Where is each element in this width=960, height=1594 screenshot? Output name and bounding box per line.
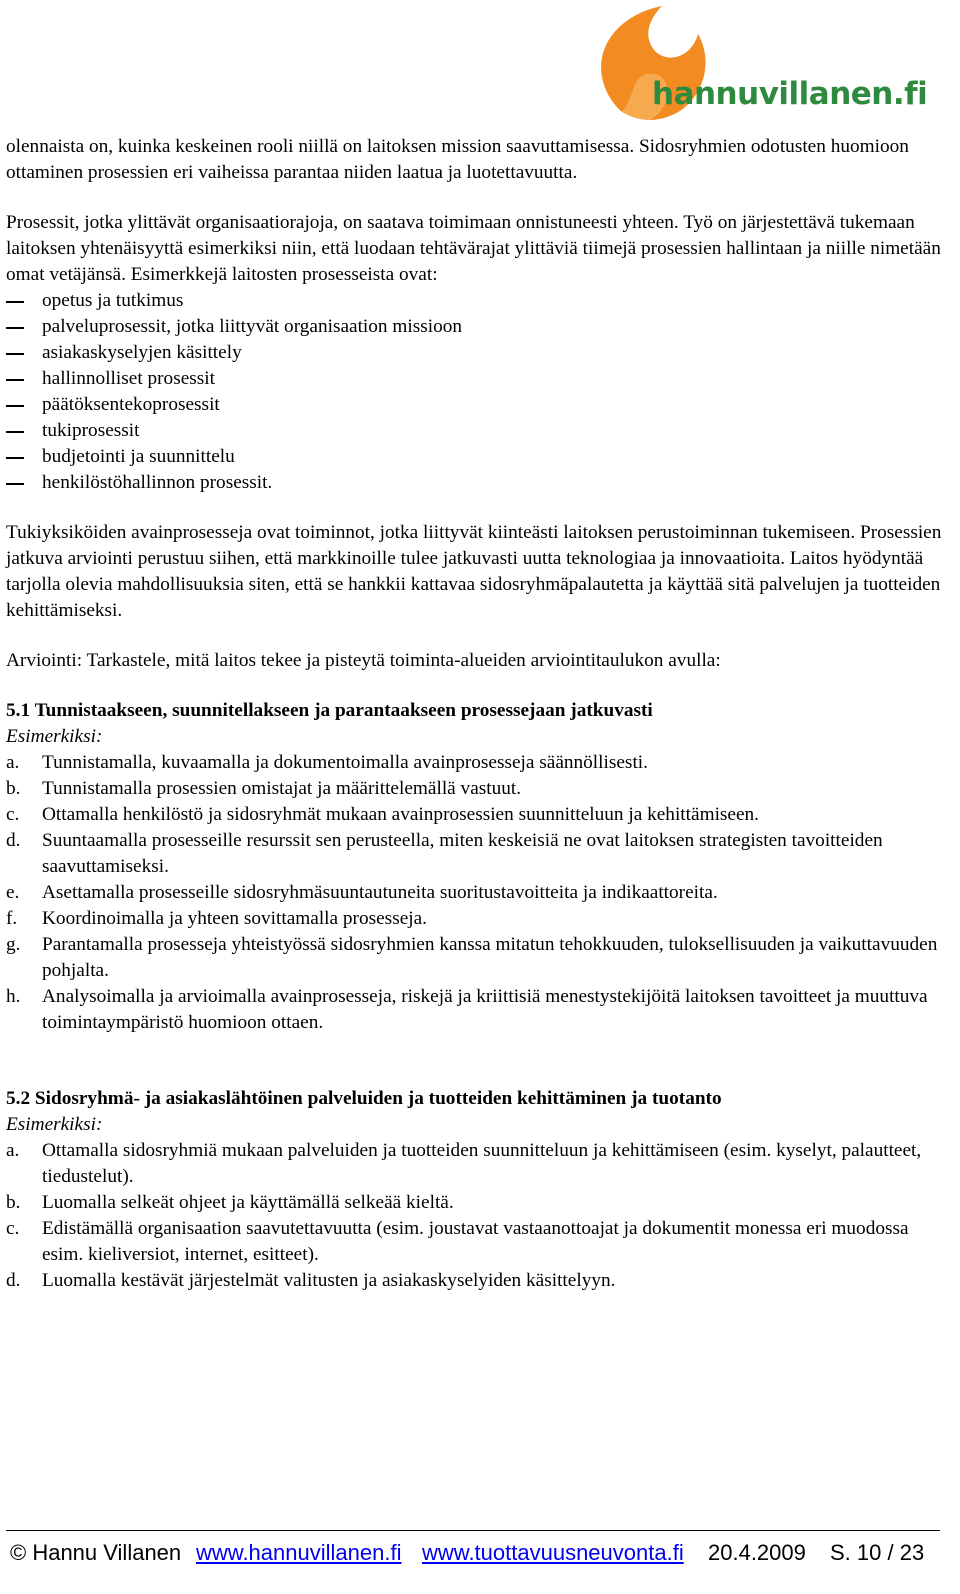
list-item-text: Suuntaamalla prosesseille resurssit sen perusteella, miten keskeisiä ne ovat laitoksen strategisten tavoitteiden saavuttamiseksi.	[42, 830, 883, 877]
process-examples-list	[6, 288, 946, 496]
list-item-text: Luomalla selkeät ohjeet ja käyttämällä selkeää kieltä.	[42, 1192, 454, 1213]
list-item-text: Luomalla kestävät järjestelmät valitusten ja asiakaskyselyiden käsittelyyn.	[42, 1270, 616, 1291]
list-item	[6, 1190, 946, 1216]
list-item: palveluprosessit, jotka liittyvät organisaation missioon	[6, 314, 946, 340]
list-item-text: Edistämällä organisaation saavutettavuutta (esim. joustavat vastaanottoajat ja dokumentit monessa eri muodossa esim. kieliversiot, internet, esitteet).	[42, 1218, 909, 1265]
list-item	[6, 776, 946, 802]
list-marker: c.	[6, 1218, 20, 1239]
footer-link-tuottavuusneuvonta[interactable]: www.tuottavuusneuvonta.fi	[422, 1540, 684, 1565]
list-item: opetus ja tutkimus	[6, 288, 946, 314]
section-subheading: Esimerkiksi:	[6, 1114, 103, 1135]
list-item: budjetointi ja suunnittelu	[6, 444, 946, 470]
list-item	[6, 1216, 946, 1268]
paragraph: olennaista on, kuinka keskeinen rooli niillä on laitoksen mission saavuttamisessa. Sidosryhmien odotusten huomioon ottaminen prosessien eri vaiheissa parantaa niiden laatua ja luotettavuutta.	[6, 136, 909, 183]
section-subheading: Esimerkiksi:	[6, 726, 103, 747]
list-item	[6, 880, 946, 906]
list-item	[6, 1268, 946, 1294]
list-item-text: Tunnistamalla, kuvaamalla ja dokumentoimalla avainprosesseja säännöllisesti.	[42, 752, 648, 773]
list-item-text: Asettamalla prosesseille sidosryhmäsuuntautuneita suoritustavoitteita ja indikaattoreita.	[42, 882, 718, 903]
list-marker: f.	[6, 908, 18, 929]
list-item-text: Analysoimalla ja arvioimalla avainprosesseja, riskejä ja kriittisiä menestystekijöitä laitoksen tavoitteet ja muuttuva toimintaympäristö huomioon ottaen.	[42, 986, 928, 1033]
list-marker: g.	[6, 934, 21, 955]
section-heading: 5.2 Sidosryhmä- ja asiakaslähtöinen palveluiden ja tuotteiden kehittäminen ja tuotanto	[6, 1088, 722, 1109]
list-item-text: Tunnistamalla prosessien omistajat ja määrittelemällä vastuut.	[42, 778, 522, 799]
paragraph: Prosessit, jotka ylittävät organisaatiorajoja, on saatava toimimaan onnistuneesti yhteen. Työ on järjestettävä tukemaan laitoksen yhtenäisyyttä esimerkiksi niin, että luodaan tehtävärajat ylittäviä tiimejä prosessien hallintaan ja niille nimetään omat vetäjänsä. Esimerkkejä laitosten prosesseista ovat:	[6, 212, 941, 285]
footer-date: 20.4.2009	[708, 1540, 806, 1565]
list-marker: h.	[6, 986, 21, 1007]
list-item	[6, 828, 946, 880]
section-52-list	[6, 1138, 946, 1294]
paragraph: Tukiyksiköiden avainprosesseja ovat toiminnot, jotka liittyvät kiinteästi laitoksen perustoiminnan tukemiseen. Prosessien jatkuva arviointi perustuu siihen, että markkinoille tulee jatkuvasti uutta teknologiaa ja innovaatioita. Laitos hyödyntää tarjolla olevia mahdollisuuksia siten, että se hankkii kattavaa sidosryhmäpalautetta ja käyttää sitä palvelujen ja tuotteiden kehittämiseksi.	[6, 522, 942, 621]
list-item-text: Ottamalla henkilöstö ja sidosryhmät mukaan avainprosessien suunnitteluun ja kehittämiseen.	[42, 804, 760, 825]
list-marker: d.	[6, 1270, 21, 1291]
list-item	[6, 932, 946, 984]
paragraph: Arviointi: Tarkastele, mitä laitos tekee ja pisteytä toiminta-alueiden arviointitaulukon avulla:	[6, 650, 721, 671]
section-51-list	[6, 750, 946, 1036]
list-marker: a.	[6, 752, 20, 773]
logo-text: hannuvillanen.fi	[652, 76, 928, 112]
section-heading: 5.1 Tunnistaakseen, suunnitellakseen ja parantaakseen prosessejaan jatkuvasti	[6, 700, 653, 721]
list-item-text: Ottamalla sidosryhmiä mukaan palveluiden ja tuotteiden suunnitteluun ja kehittämiseen (esim. kyselyt, palautteet, tiedustelut).	[42, 1140, 922, 1187]
list-item-text: Parantamalla prosesseja yhteistyössä sidosryhmien kanssa mitatun tehokkuuden, tuloksellisuuden ja vaikuttavuuden pohjalta.	[42, 934, 938, 981]
body-content	[6, 134, 946, 1294]
list-item-text: Koordinoimalla ja yhteen sovittamalla prosesseja.	[42, 908, 427, 929]
list-item: päätöksentekoprosessit	[6, 392, 946, 418]
list-item	[6, 984, 946, 1036]
list-item	[6, 906, 946, 932]
footer-link-hannuvillanen[interactable]: www.hannuvillanen.fi	[196, 1540, 402, 1565]
list-marker: c.	[6, 804, 20, 825]
list-item: tukiprosessit	[6, 418, 946, 444]
list-marker: b.	[6, 778, 21, 799]
footer-divider	[6, 1530, 940, 1531]
list-item: henkilöstöhallinnon prosessit.	[6, 470, 946, 496]
page-footer	[10, 1536, 940, 1572]
list-item: asiakaskyselyjen käsittely	[6, 340, 946, 366]
list-marker: e.	[6, 882, 20, 903]
list-item	[6, 750, 946, 776]
list-marker: d.	[6, 830, 21, 851]
list-item	[6, 802, 946, 828]
footer-author: © Hannu Villanen	[10, 1540, 182, 1565]
hannuvillanen-logo[interactable]	[594, 4, 934, 122]
list-item: hallinnolliset prosessit	[6, 366, 946, 392]
list-item	[6, 1138, 946, 1190]
footer-page-number: S. 10 / 23	[830, 1540, 925, 1565]
list-marker: a.	[6, 1140, 20, 1161]
list-marker: b.	[6, 1192, 21, 1213]
